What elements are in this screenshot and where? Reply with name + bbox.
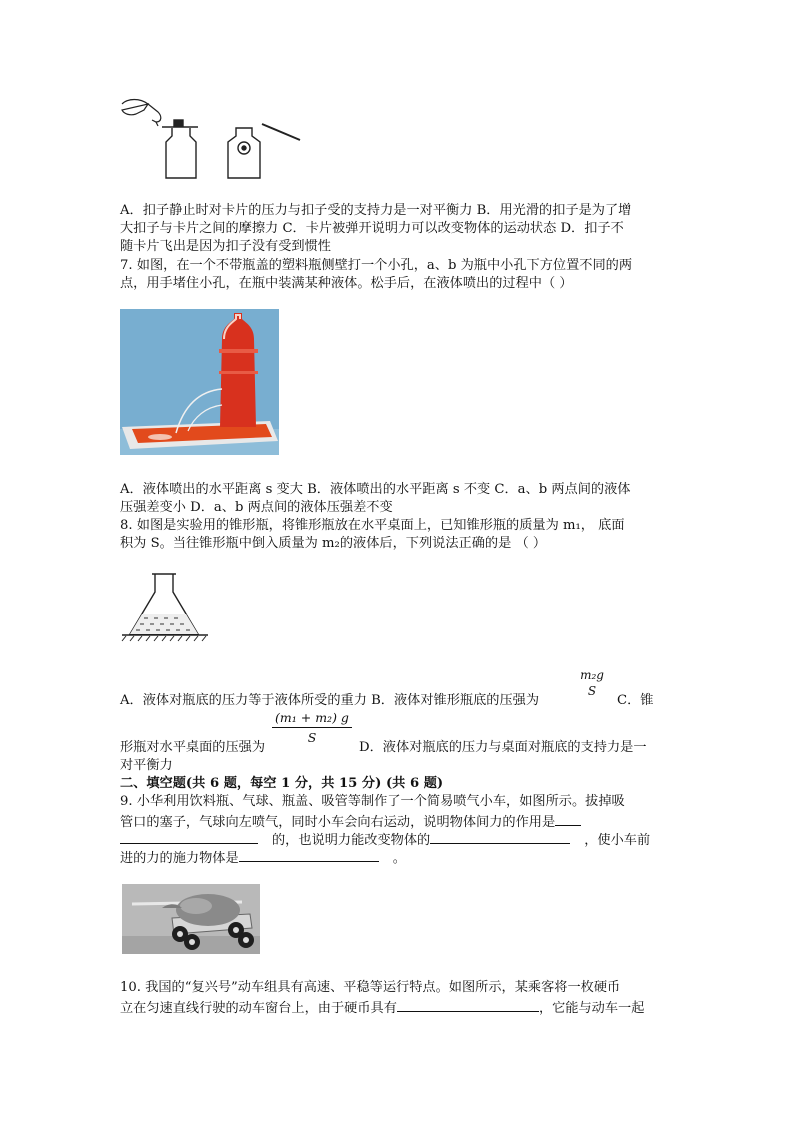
fraction-denominator: S	[587, 684, 597, 698]
q7-option-line-2: 压强差变小 D．a、b 两点间的液体压强差不变	[120, 500, 393, 515]
q9-line-4-start: 进的力的施力物体是	[120, 851, 239, 866]
fraction-numerator: (m₁ + m₂) g	[275, 710, 349, 725]
q10-line-2	[120, 997, 644, 1018]
q7-stem-line-1: 7. 如图，在一个不带瓶盖的塑料瓶侧壁打一个小孔，a、b 为瓶中小孔下方位置不同的两	[120, 258, 633, 273]
q8-flask-figure	[120, 568, 210, 644]
q9-blank-1[interactable]	[555, 811, 581, 826]
q9-line-3-mid: 的，也说明力能改变物体的	[272, 833, 431, 848]
q9-blank-2[interactable]	[430, 829, 570, 844]
q8-option-c-line-2: 形瓶对水平桌面的压强为	[120, 740, 266, 755]
q6-option-line-2: 大扣子与卡片之间的摩擦力 C．卡片被弹开说明力可以改变物体的运动状态 D．扣子不	[120, 221, 624, 236]
q8-option-d: D．液体对瓶底的压力与桌面对瓶底的支持力是一	[359, 740, 647, 755]
bottle-icon	[228, 128, 260, 178]
q10-line-2-start: 立在匀速直线行驶的动车窗台上，由于硬币具有	[120, 1001, 397, 1016]
q9-line-2-text: 管口的塞子，气球向左喷气，同时小车会向右运动，说明物体间力的作用是	[120, 815, 556, 830]
q6-option-line-3: 随卡片飞出是因为扣子没有受到惯性	[120, 239, 331, 254]
q8-stem-line-2: 积为 S。当往锥形瓶中倒入质量为 m₂的液体后，下列说法正确的是 （ ）	[120, 536, 547, 551]
q8-option-a-b: A．液体对瓶底的压力等于液体所受的重力 B．液体对锥形瓶底的压强为	[120, 693, 540, 708]
fraction-denominator: S	[307, 730, 317, 745]
q7-stem-line-2: 点，用手堵住小孔，在瓶中装满某种液体。松手后，在液体喷出的过程中（ ）	[120, 276, 573, 291]
q8-fraction-pressure-liquid	[574, 668, 610, 698]
q8-option-d-line-2: 对平衡力	[120, 758, 173, 773]
q9-blank-3[interactable]	[239, 847, 379, 862]
hand-icon	[122, 100, 161, 127]
q6-figure	[118, 96, 308, 184]
fraction-numerator: m₂g	[580, 668, 604, 682]
q9-line-1: 9. 小华利用饮料瓶、气球、瓶盖、吸管等制作了一个简易喷气小车，如图所示。拔掉吸	[120, 794, 625, 809]
q9-car-photo	[122, 884, 260, 954]
q10-line-2-end: ，它能与动车一起	[538, 1001, 645, 1016]
section-heading-fill-in: 二、填空题(共 6 题，每空 1 分，共 15 分) (共 6 题)	[120, 776, 444, 791]
q9-line-4-end: 。	[392, 851, 406, 866]
q8-option-c-start: C．锥	[617, 693, 654, 708]
q9-line-3-end: ，使小车前	[584, 833, 651, 848]
card-bottle-icon	[162, 120, 198, 178]
q8-fraction-pressure-table	[272, 710, 352, 745]
q9-line-4	[120, 847, 406, 868]
q9-blank-1-cont[interactable]	[120, 829, 258, 844]
q7-option-line-1: A．液体喷出的水平距离 s 变大 B．液体喷出的水平距离 s 不变 C．a、b 两点间的液体	[120, 482, 631, 497]
stick-icon	[262, 124, 300, 140]
q7-bottle-photo	[120, 309, 279, 455]
q8-stem-line-1: 8. 如图是实验用的锥形瓶，将锥形瓶放在水平桌面上，已知锥形瓶的质量为 m₁， 底面	[120, 518, 625, 533]
q10-line-1: 10. 我国的“复兴号”动车组具有高速、平稳等运行特点。如图所示，某乘客将一枚硬币	[120, 980, 621, 995]
q6-option-line-1: A．扣子静止时对卡片的压力与扣子受的支持力是一对平衡力 B．用光滑的扣子是为了增	[120, 203, 632, 218]
q10-blank-1[interactable]	[397, 997, 539, 1012]
